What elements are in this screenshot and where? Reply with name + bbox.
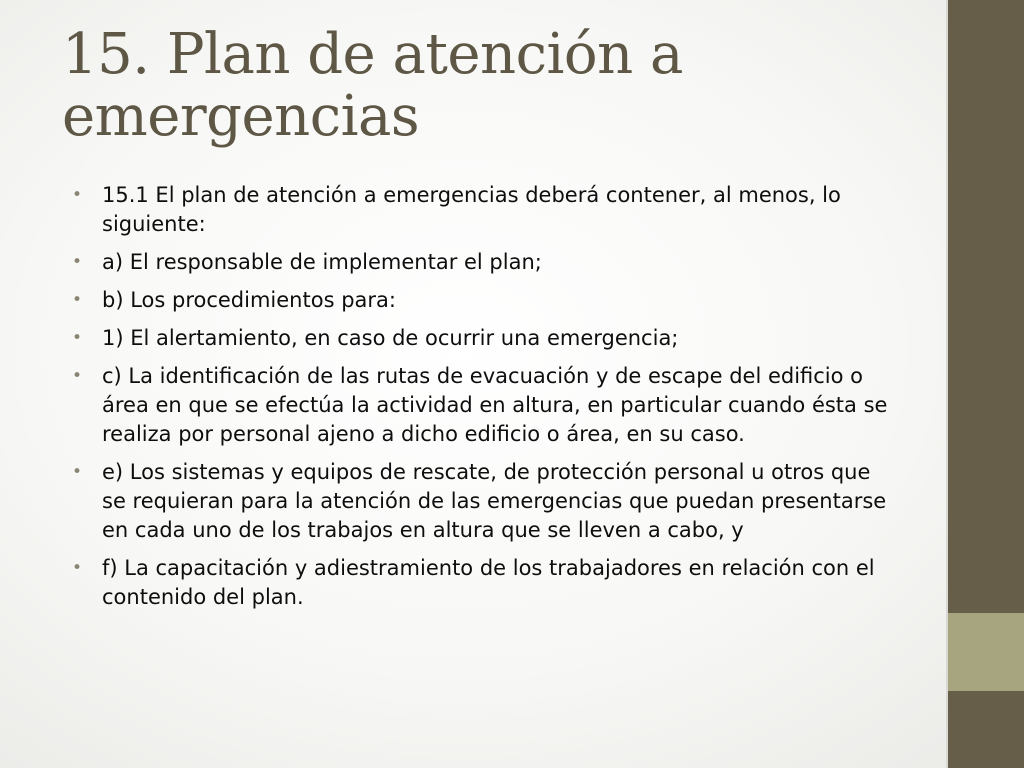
bullet-text: a) El responsable de implementar el plan; xyxy=(102,250,542,274)
bullet-dot-icon: • xyxy=(72,290,83,310)
bullet-dot-icon: • xyxy=(72,185,83,205)
bullet-item xyxy=(70,554,900,612)
bullet-item xyxy=(70,286,900,315)
bullet-text: b) Los procedimientos para: xyxy=(102,288,396,312)
bullet-text: e) Los sistemas y equipos de rescate, de protección personal u otros que se requieran para la atención de las emergencias que puedan presentarse en cada uno de los trabajos en altura que se lleven a cabo, y xyxy=(102,460,887,542)
bullet-dot-icon: • xyxy=(72,366,83,386)
bullet-item xyxy=(70,181,900,239)
bullet-list xyxy=(70,181,900,621)
bullet-dot-icon: • xyxy=(72,252,83,272)
bullet-dot-icon: • xyxy=(72,558,83,578)
bullet-text: f) La capacitación y adiestramiento de los trabajadores en relación con el contenido del plan. xyxy=(102,556,875,609)
bullet-dot-icon: • xyxy=(72,328,83,348)
bullet-text: 15.1 El plan de atención a emergencias deberá contener, al menos, lo siguiente: xyxy=(102,183,841,236)
sidebar-accent-block xyxy=(948,613,1024,691)
bullet-item xyxy=(70,324,900,353)
bullet-text: c) La identificación de las rutas de evacuación y de escape del edificio o área en que se efectúa la actividad en altura, en particular cuando ésta se realiza por personal ajeno a dicho edificio o área, en su caso. xyxy=(102,364,888,446)
bullet-text: 1) El alertamiento, en caso de ocurrir una emergencia; xyxy=(102,326,679,350)
bullet-item xyxy=(70,458,900,545)
bullet-item xyxy=(70,362,900,449)
slide-title: 15. Plan de atención a emergencias xyxy=(62,22,683,149)
bullet-dot-icon: • xyxy=(72,462,83,482)
bullet-item xyxy=(70,248,900,277)
